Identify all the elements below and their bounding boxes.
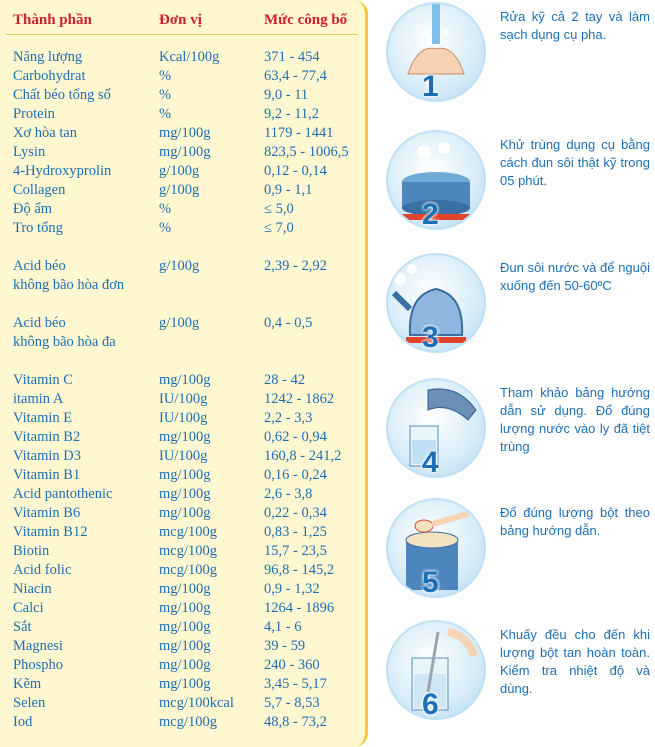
table-row [0,219,368,238]
value-cell: 0,22 - 0,34 [264,505,327,521]
ingredient-cell: Xơ hòa tan [13,125,78,141]
step-number: 5 [422,566,439,599]
table-row [0,656,368,675]
step-number: 6 [422,688,439,721]
value-cell: 1242 - 1862 [264,391,335,407]
table-row [0,713,368,732]
table-row [0,561,368,580]
value-cell: 15,7 - 23,5 [264,543,327,559]
header-unit: Đơn vị [159,12,202,28]
table-row [0,371,368,390]
step-4 [370,378,655,488]
table-row [0,48,368,67]
ingredient-cell: Vitamin C [13,372,73,388]
ingredient-cell: Phospho [13,657,63,673]
value-cell: 9,0 - 11 [264,87,309,103]
ingredient-cell: Acid folic [13,562,72,578]
ingredient-cell: Chất béo tổng số [13,87,111,103]
table-row [0,143,368,162]
ingredient-cell: Tro tổng [13,220,63,236]
table-row [0,409,368,428]
table-row [0,124,368,143]
unit-cell: mg/100g [159,581,211,597]
ingredient-cell: Vitamin B1 [13,467,81,483]
value-cell: 5,7 - 8,53 [264,695,320,711]
value-cell: 96,8 - 145,2 [264,562,335,578]
value-cell: 63,4 - 77,4 [264,68,327,84]
unit-cell: mg/100g [159,619,211,635]
ingredient-cell: Biotin [13,543,50,559]
unit-cell: mcg/100g [159,524,217,540]
preparation-steps [370,0,655,747]
unit-cell: g/100g [159,182,200,198]
step-description: Khuấy đều cho đến khi lượng bột tan hoàn toàn. Kiểm tra nhiệt độ và dùng. [500,627,650,696]
table-row [0,314,368,333]
value-cell: 2,6 - 3,8 [264,486,313,502]
table-row [0,181,368,200]
unit-cell: mg/100g [159,467,211,483]
table-row [0,675,368,694]
step-6 [370,620,655,730]
value-cell: 1264 - 1896 [264,600,335,616]
ingredient-cell: Acid pantothenic [13,486,113,502]
table-row [0,580,368,599]
value-cell: 3,45 - 5,17 [264,676,327,692]
table-row [0,162,368,181]
value-cell: 823,5 - 1006,5 [264,144,349,160]
unit-cell: mg/100g [159,505,211,521]
unit-cell: mg/100g [159,429,211,445]
unit-cell: mg/100g [159,486,211,502]
value-cell: 0,62 - 0,94 [264,429,327,445]
step-number: 4 [422,446,439,479]
ingredient-cell: Calci [13,600,44,616]
step-description: Tham khảo bảng hướng dẫn sử dụng. Đổ đúng lượng nước vào ly đã tiệt trùng [500,385,650,454]
table-row [0,523,368,542]
unit-cell: IU/100g [159,391,208,407]
table-row [0,485,368,504]
ingredient-cell: không bão hòa đơn [13,277,125,293]
value-cell: 9,2 - 11,2 [264,106,320,122]
table-row [0,466,368,485]
ingredient-cell: Năng lượng [13,49,83,65]
table-row [0,390,368,409]
value-cell: 2,39 - 2,92 [264,258,327,274]
step-description: Đổ đúng lượng bột theo bảng hướng dẫn. [500,505,650,538]
table-row [0,637,368,656]
unit-cell: mg/100g [159,125,211,141]
value-cell: 160,8 - 241,2 [264,448,342,464]
unit-cell: mcg/100kcal [159,695,234,711]
value-cell: 0,9 - 1,32 [264,581,320,597]
unit-cell: % [159,68,172,84]
ingredient-cell: itamin A [13,391,64,407]
unit-cell: Kcal/100g [159,49,220,65]
table-row [0,504,368,523]
unit-cell: IU/100g [159,448,208,464]
value-cell: 0,83 - 1,25 [264,524,327,540]
table-row [0,447,368,466]
value-cell: 48,8 - 73,2 [264,714,327,730]
unit-cell: mcg/100g [159,543,217,559]
step-description: Đun sôi nước và để nguội xuống đến 50-60ºC [500,260,650,293]
step-3 [370,253,655,363]
ingredient-cell: Magnesi [13,638,63,654]
value-cell: 371 - 454 [264,49,320,65]
ingredient-cell: Vitamin B12 [13,524,88,540]
unit-cell: mg/100g [159,600,211,616]
ingredient-cell: Carbohydrat [13,68,86,84]
ingredient-cell: Độ ẩm [13,201,53,217]
value-cell: 2,2 - 3,3 [264,410,313,426]
ingredient-cell: Acid béo [13,258,66,274]
value-cell: 240 - 360 [264,657,320,673]
table-row [0,333,368,352]
unit-cell: % [159,87,172,103]
table-row [0,599,368,618]
step-description: Rửa kỹ cả 2 tay và làm sạch dụng cụ pha. [500,9,650,42]
ingredient-cell: Acid béo [13,315,66,331]
unit-cell: % [159,106,172,122]
unit-cell: % [159,201,172,217]
value-cell: 0,9 - 1,1 [264,182,313,198]
value-cell: 1179 - 1441 [264,125,334,141]
value-cell: 28 - 42 [264,372,306,388]
step-number: 1 [422,70,439,103]
value-cell: ≤ 5,0 [264,201,294,217]
table-row [0,428,368,447]
step-5 [370,498,655,608]
step-number: 3 [422,321,439,354]
unit-cell: IU/100g [159,410,208,426]
table-row [0,276,368,295]
step-1 [370,2,655,112]
unit-cell: mcg/100g [159,714,217,730]
table-row [0,618,368,637]
ingredient-cell: Iod [13,714,33,730]
step-2 [370,130,655,240]
ingredient-cell: Vitamin D3 [13,448,81,464]
step-description: Khử trùng dụng cụ bằng cách đun sôi thật kỹ trong 05 phút. [500,137,650,188]
ingredient-cell: không bão hòa đa [13,334,116,350]
unit-cell: mg/100g [159,372,211,388]
ingredient-cell: Vitamin B6 [13,505,81,521]
ingredient-cell: Kẽm [13,676,42,692]
unit-cell: g/100g [159,315,200,331]
ingredient-cell: 4-Hydroxyprolin [13,163,112,179]
table-row [0,694,368,713]
unit-cell: mg/100g [159,676,211,692]
ingredient-cell: Niacin [13,581,52,597]
unit-cell: mcg/100g [159,562,217,578]
ingredient-cell: Vitamin B2 [13,429,81,445]
value-cell: 0,16 - 0,24 [264,467,327,483]
ingredient-cell: Collagen [13,182,66,198]
header-declared-level: Mức công bố [264,12,348,28]
value-cell: 39 - 59 [264,638,306,654]
ingredient-cell: Vitamin E [13,410,73,426]
value-cell: ≤ 7,0 [264,220,294,236]
header-divider [6,34,358,35]
unit-cell: g/100g [159,258,200,274]
unit-cell: mg/100g [159,144,211,160]
header-ingredient: Thành phần [13,12,92,28]
ingredient-cell: Protein [13,106,55,122]
table-row [0,86,368,105]
unit-cell: mg/100g [159,638,211,654]
value-cell: 4,1 - 6 [264,619,302,635]
table-row [0,105,368,124]
unit-cell: g/100g [159,163,200,179]
value-cell: 0,12 - 0,14 [264,163,327,179]
table-row [0,542,368,561]
table-row [0,257,368,276]
ingredient-cell: Lysin [13,144,46,160]
value-cell: 0,4 - 0,5 [264,315,313,331]
unit-cell: mg/100g [159,657,211,673]
unit-cell: % [159,220,172,236]
ingredient-cell: Sắt [13,619,32,635]
table-row [0,200,368,219]
step-number: 2 [422,198,439,231]
ingredient-cell: Selen [13,695,46,711]
table-row [0,67,368,86]
